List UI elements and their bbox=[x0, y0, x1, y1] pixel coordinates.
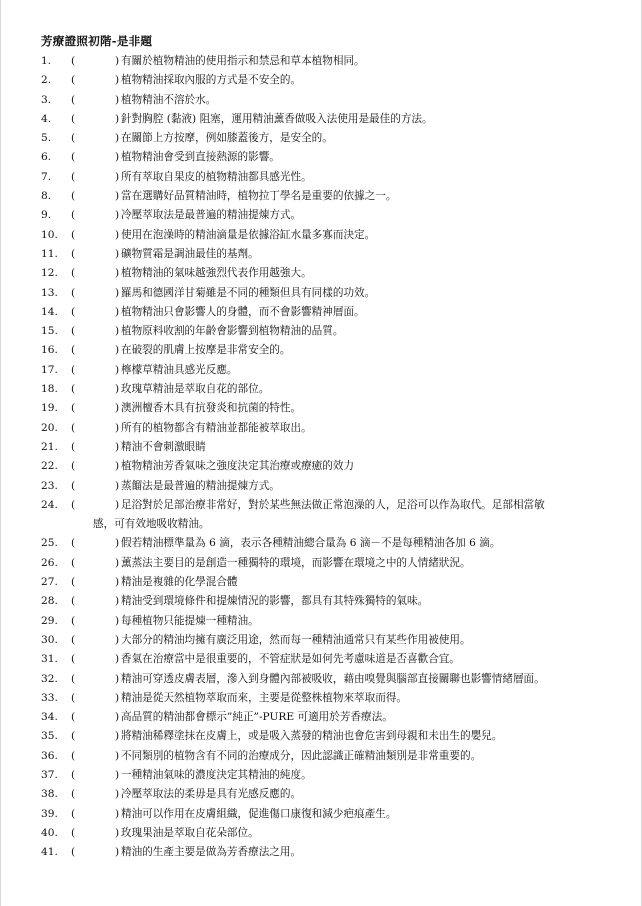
answer-blank[interactable]: ( ) bbox=[71, 711, 120, 724]
question-item bbox=[41, 824, 611, 843]
answer-blank[interactable]: ( ) bbox=[71, 228, 120, 241]
question-text: 植物原料收割的年齡會影響到植物精油的品質。 bbox=[121, 325, 344, 338]
answer-blank[interactable]: ( ) bbox=[71, 672, 120, 685]
question-item bbox=[41, 226, 611, 245]
question-number: 21. bbox=[41, 440, 58, 453]
question-list bbox=[41, 52, 611, 862]
question-item bbox=[41, 689, 611, 708]
question-text: 將精油稀釋塗抹在皮膚上，或是吸入蒸發的精油也會危害到母親和未出生的嬰兒。 bbox=[121, 730, 503, 743]
question-number: 13. bbox=[41, 286, 58, 299]
question-number: 9. bbox=[41, 209, 52, 222]
question-text: 假若精油標準量為 6 滴，表示各種精油總合量為 6 滴－不是每種精油各加 6 滴。 bbox=[121, 537, 501, 550]
question-number: 7. bbox=[41, 170, 52, 183]
answer-blank[interactable]: ( ) bbox=[71, 363, 120, 376]
question-item bbox=[41, 71, 611, 90]
question-number: 26. bbox=[41, 556, 58, 569]
question-text: 所有萃取自果皮的植物精油都具感光性。 bbox=[121, 170, 312, 183]
question-text: 當在選購好品質精油時，植物拉丁學名是重要的依據之一。 bbox=[121, 190, 397, 203]
question-text: 玫瑰草精油是萃取自花的部位。 bbox=[121, 383, 270, 396]
question-number: 33. bbox=[41, 691, 58, 704]
question-number: 29. bbox=[41, 614, 58, 627]
question-text: 高品質的精油都會標示”純正”-PURE 可適用於芳香療法。 bbox=[121, 711, 393, 724]
answer-blank[interactable]: ( ) bbox=[71, 460, 120, 473]
answer-blank[interactable]: ( ) bbox=[71, 247, 120, 260]
question-number: 34. bbox=[41, 711, 58, 724]
question-item bbox=[41, 91, 611, 110]
question-text: 針對胸腔 (黏液) 阻塞，運用精油薰香做吸入法使用是最佳的方法。 bbox=[121, 112, 433, 125]
answer-blank[interactable]: ( ) bbox=[71, 788, 120, 801]
answer-blank[interactable]: ( ) bbox=[71, 846, 120, 859]
question-number: 11. bbox=[41, 247, 58, 260]
question-number: 31. bbox=[41, 653, 58, 666]
question-number: 6. bbox=[41, 151, 52, 164]
question-item bbox=[41, 650, 611, 669]
answer-blank[interactable]: ( ) bbox=[71, 305, 120, 318]
question-number: 22. bbox=[41, 460, 58, 473]
question-number: 3. bbox=[41, 93, 52, 106]
question-text: 玫瑰果油是萃取自花朵部位。 bbox=[121, 826, 259, 839]
question-item bbox=[41, 785, 611, 804]
question-number: 19. bbox=[41, 402, 58, 415]
answer-blank[interactable]: ( ) bbox=[71, 498, 120, 511]
question-item bbox=[41, 843, 611, 862]
question-text: 精油是複雜的化學混合體 bbox=[121, 576, 238, 589]
question-item bbox=[41, 747, 611, 766]
question-number: 23. bbox=[41, 479, 58, 492]
question-number: 18. bbox=[41, 383, 58, 396]
question-text: 在關節上方按摩，例如膝蓋後方，是安全的。 bbox=[121, 132, 333, 145]
question-item bbox=[41, 438, 611, 457]
question-number: 41. bbox=[41, 846, 58, 859]
question-text: 不同類別的植物含有不同的治療成分，因此認識正確精油類別是非常重要的。 bbox=[121, 749, 482, 762]
question-item bbox=[41, 477, 611, 496]
question-item bbox=[41, 573, 611, 592]
answer-blank[interactable]: ( ) bbox=[71, 653, 120, 666]
question-item bbox=[41, 554, 611, 573]
question-text: 精油不會刺激眼睛 bbox=[121, 440, 206, 453]
question-number: 5. bbox=[41, 132, 52, 145]
answer-blank[interactable]: ( ) bbox=[71, 190, 120, 203]
question-item bbox=[41, 245, 611, 264]
question-number: 14. bbox=[41, 305, 58, 318]
question-number: 28. bbox=[41, 595, 58, 608]
question-item bbox=[41, 670, 611, 689]
question-number: 8. bbox=[41, 190, 52, 203]
question-item bbox=[41, 496, 611, 515]
question-text: 大部分的精油均擁有廣泛用途，然而每一種精油通常只有某些作用被使用。 bbox=[121, 633, 471, 646]
question-text: 植物精油會受到直接熱源的影響。 bbox=[121, 151, 280, 164]
answer-blank[interactable]: ( ) bbox=[71, 633, 120, 646]
answer-blank[interactable]: ( ) bbox=[71, 768, 120, 781]
question-number: 36. bbox=[41, 749, 58, 762]
answer-blank[interactable]: ( ) bbox=[71, 383, 120, 396]
question-number: 30. bbox=[41, 633, 58, 646]
question-number: 1. bbox=[41, 55, 52, 67]
question-text: 植物精油芳香氣味之強度決定其治療或療癒的效力 bbox=[121, 460, 355, 473]
question-item bbox=[41, 419, 611, 438]
question-text: 檸檬草精油具感光反應。 bbox=[121, 363, 238, 376]
question-item bbox=[41, 322, 611, 341]
question-number: 20. bbox=[41, 421, 58, 434]
question-item bbox=[41, 284, 611, 303]
question-text: 植物精油採取內服的方式是不安全的。 bbox=[121, 74, 302, 87]
question-item bbox=[41, 612, 611, 631]
question-number: 38. bbox=[41, 788, 58, 801]
question-item bbox=[41, 187, 611, 206]
question-text: 精油可穿透皮膚表層，滲入到身體內部被吸收，藉由嗅覺與腦部直接關聯也影響情緒層面。 bbox=[121, 672, 545, 685]
answer-blank[interactable]: ( ) bbox=[71, 691, 120, 704]
answer-blank[interactable]: ( ) bbox=[71, 595, 120, 608]
answer-blank[interactable]: ( ) bbox=[71, 325, 120, 338]
question-item bbox=[41, 592, 611, 611]
question-text: 精油受到環境條件和提煉情況的影響，都具有其特殊獨特的氣味。 bbox=[121, 595, 429, 608]
question-number: 24. bbox=[41, 498, 58, 511]
answer-blank[interactable]: ( ) bbox=[71, 132, 120, 145]
answer-blank[interactable]: ( ) bbox=[71, 55, 120, 67]
question-text: 所有的植物都含有精油並都能被萃取出。 bbox=[121, 421, 312, 434]
question-text: 冷壓萃取法的柔毋是具有光感反應的。 bbox=[121, 788, 302, 801]
question-text: 冷壓萃取法是最普遍的精油提煉方式。 bbox=[121, 209, 302, 222]
question-number: 2. bbox=[41, 74, 52, 87]
answer-blank[interactable]: ( ) bbox=[71, 74, 120, 87]
question-item bbox=[41, 766, 611, 785]
question-number: 37. bbox=[41, 768, 58, 781]
answer-blank[interactable]: ( ) bbox=[71, 730, 120, 743]
question-item bbox=[41, 805, 611, 824]
question-item bbox=[41, 534, 611, 553]
question-text: 精油是從天然植物萃取而來，主要是從整株植物來萃取而得。 bbox=[121, 691, 408, 704]
answer-blank[interactable]: ( ) bbox=[71, 537, 120, 550]
question-text: 植物精油的氣味越強烈代表作用越強大。 bbox=[121, 267, 312, 280]
question-text: 植物精油不溶於水。 bbox=[121, 93, 217, 106]
document-title: 芳療證照初階-是非題 bbox=[41, 34, 153, 48]
answer-blank[interactable]: ( ) bbox=[71, 826, 120, 839]
question-number: 17. bbox=[41, 363, 58, 376]
question-text: 有關於植物精油的使用指示和禁忌和草本植物相同。 bbox=[121, 55, 365, 67]
answer-blank[interactable]: ( ) bbox=[71, 170, 120, 183]
question-number: 15. bbox=[41, 325, 58, 338]
question-item bbox=[41, 708, 611, 727]
answer-blank[interactable]: ( ) bbox=[71, 614, 120, 627]
question-text-continued: 感，可有效地吸收精油。 bbox=[93, 518, 210, 531]
question-text: 澳洲檀香木具有抗發炎和抗菌的特性。 bbox=[121, 402, 302, 415]
question-text: 一種精油氣味的濃度決定其精油的純度。 bbox=[121, 768, 312, 781]
question-continuation bbox=[41, 515, 611, 534]
question-item bbox=[41, 206, 611, 225]
question-item bbox=[41, 110, 611, 129]
answer-blank[interactable]: ( ) bbox=[71, 421, 120, 434]
question-item bbox=[41, 341, 611, 360]
answer-blank[interactable]: ( ) bbox=[71, 440, 120, 453]
question-number: 25. bbox=[41, 537, 58, 550]
question-number: 40. bbox=[41, 826, 58, 839]
answer-blank[interactable]: ( ) bbox=[71, 402, 120, 415]
answer-blank[interactable]: ( ) bbox=[71, 344, 120, 357]
question-text: 蒸餾法是最普遍的精油提煉方式。 bbox=[121, 479, 280, 492]
answer-blank[interactable]: ( ) bbox=[71, 556, 120, 569]
answer-blank[interactable]: ( ) bbox=[71, 807, 120, 820]
question-number: 39. bbox=[41, 807, 58, 820]
question-number: 10. bbox=[41, 228, 58, 241]
question-number: 12. bbox=[41, 267, 58, 280]
question-item bbox=[41, 380, 611, 399]
answer-blank[interactable]: ( ) bbox=[71, 479, 120, 492]
answer-blank[interactable]: ( ) bbox=[71, 576, 120, 589]
question-number: 35. bbox=[41, 730, 58, 743]
question-item bbox=[41, 361, 611, 380]
question-item bbox=[41, 264, 611, 283]
question-number: 16. bbox=[41, 344, 58, 357]
question-number: 4. bbox=[41, 112, 52, 125]
question-text: 羅馬和德國洋甘菊雖是不同的種類但具有同樣的功效。 bbox=[121, 286, 376, 299]
answer-blank[interactable]: ( ) bbox=[71, 209, 120, 222]
question-number: 32. bbox=[41, 672, 58, 685]
question-text: 香氣在治療當中是很重要的，不管症狀是如何先考慮味道是否喜歡合宜。 bbox=[121, 653, 460, 666]
question-text: 足浴對於足部治療非常好，對於某些無法做正常泡澡的人，足浴可以作為取代。足部相當敏 bbox=[121, 498, 545, 511]
answer-blank[interactable]: ( ) bbox=[71, 267, 120, 280]
question-text: 在破裂的肌膚上按摩是非常安全的。 bbox=[121, 344, 291, 357]
question-item bbox=[41, 727, 611, 746]
answer-blank[interactable]: ( ) bbox=[71, 93, 120, 106]
question-text: 礦物質霜是調油最佳的基劑。 bbox=[121, 247, 259, 260]
question-item bbox=[41, 52, 611, 71]
question-item bbox=[41, 631, 611, 650]
question-item bbox=[41, 457, 611, 476]
question-item bbox=[41, 129, 611, 148]
question-item bbox=[41, 303, 611, 322]
answer-blank[interactable]: ( ) bbox=[71, 286, 120, 299]
question-text: 薰蒸法主要目的是創造一種獨特的環境，而影響在環境之中的人情緒狀況。 bbox=[121, 556, 471, 569]
question-number: 27. bbox=[41, 576, 58, 589]
answer-blank[interactable]: ( ) bbox=[71, 749, 120, 762]
answer-blank[interactable]: ( ) bbox=[71, 112, 120, 125]
question-text: 每種植物只能提煉一種精油。 bbox=[121, 614, 259, 627]
question-text: 使用在泡澡時的精油滴量是依據浴缸水量多寡而決定。 bbox=[121, 228, 376, 241]
question-text: 精油的生產主要是做為芳香療法之用。 bbox=[121, 846, 302, 859]
question-text: 精油可以作用在皮膚組織，促進傷口康復和減少疤痕產生。 bbox=[121, 807, 397, 820]
question-text: 植物精油只會影響人的身體，而不會影響精神層面。 bbox=[121, 305, 365, 318]
answer-blank[interactable]: ( ) bbox=[71, 151, 120, 164]
question-item bbox=[41, 399, 611, 418]
question-item bbox=[41, 148, 611, 167]
question-item bbox=[41, 168, 611, 187]
